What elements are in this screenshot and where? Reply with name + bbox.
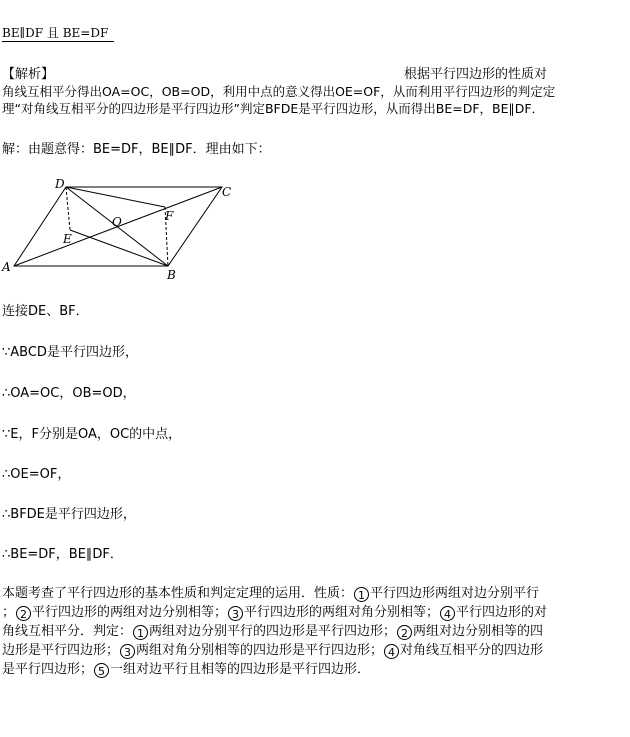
summary-text: 角线互相平分．判定： <box>2 624 133 639</box>
summary-text: 平行四边形两组对边分别平行 <box>370 586 540 601</box>
summary-text: 平行四边形的对 <box>456 605 548 620</box>
analysis-label: 【解析】 <box>2 67 55 82</box>
summary-text: 本题考查了平行四边形的基本性质和判定定理的运用．性质： <box>2 586 354 601</box>
step-1: 连接DE、BF． <box>2 304 89 319</box>
summary-text: 两组对边分别平行的四边形是平行四边形； <box>149 624 397 639</box>
label-e: E <box>63 232 72 246</box>
circled-number: 4 <box>384 644 399 659</box>
circled-number: 3 <box>228 606 243 621</box>
solution-intro: 解：由题意得：BE=DF，BE∥DF．理由如下： <box>2 142 271 157</box>
summary-text: 一组对边平行且相等的四边形是平行四边形． <box>110 662 371 677</box>
label-o: O <box>112 215 122 229</box>
analysis-text-1: 根据平行四边形的性质对 <box>404 67 548 82</box>
summary-text: 平行四边形的两组对角分别相等； <box>244 605 440 620</box>
circled-number: 3 <box>120 644 135 659</box>
summary-line-1 <box>2 585 539 602</box>
circled-number: 1 <box>133 625 148 640</box>
circled-number: 1 <box>354 587 369 602</box>
summary-text: 边形是平行四边形； <box>2 643 120 658</box>
dashed-de <box>66 187 70 230</box>
label-f: F <box>165 209 174 223</box>
analysis-line-3: 理“对角线互相平分的四边形是平行四边形”判定BFDE是平行四边形，从而得出BE=DF，BE∥DF． <box>2 101 545 116</box>
step-3: ∴OA=OC，OB=OD， <box>2 386 136 401</box>
segment-eb <box>70 230 168 266</box>
summary-line-4 <box>2 642 543 659</box>
summary-text: 平行四边形的两组对边分别相等； <box>32 605 228 620</box>
circled-number: 2 <box>16 606 31 621</box>
step-5: ∴OE=OF， <box>2 467 71 482</box>
summary-line-3 <box>2 623 543 640</box>
summary-text: 两组对角分别相等的四边形是平行四边形； <box>136 643 384 658</box>
label-d: D <box>55 177 65 191</box>
step-4: ∵E，F分别是OA，OC的中点， <box>2 427 182 442</box>
label-c: C <box>222 185 232 199</box>
parallelogram-diagram <box>0 175 250 285</box>
summary-text: 对角线互相平分的四边形 <box>400 643 544 658</box>
circled-number: 2 <box>397 625 412 640</box>
analysis-line-1 <box>2 66 547 83</box>
circled-number: 4 <box>440 606 455 621</box>
summary-text: 是平行四边形； <box>2 662 94 677</box>
step-6: ∴BFDE是平行四边形， <box>2 507 136 522</box>
circled-number: 5 <box>94 663 109 678</box>
step-2: ∵ABCD是平行四边形， <box>2 345 138 360</box>
summary-text: 两组对边分别相等的四 <box>413 624 544 639</box>
summary-line-2 <box>2 604 547 621</box>
answer-text: BE∥DF 且 BE=DF <box>2 25 114 42</box>
analysis-line-2: 角线互相平分得出OA=OC，OB=OD，利用中点的意义得出OE=OF，从而利用平行四边形的判定定 <box>2 84 556 99</box>
summary-text: ； <box>2 605 16 620</box>
step-7: ∴BE=DF，BE∥DF． <box>2 547 123 562</box>
segment-df <box>66 187 165 207</box>
label-b: B <box>167 268 176 282</box>
summary-line-5 <box>2 661 370 678</box>
label-a: A <box>2 260 11 274</box>
